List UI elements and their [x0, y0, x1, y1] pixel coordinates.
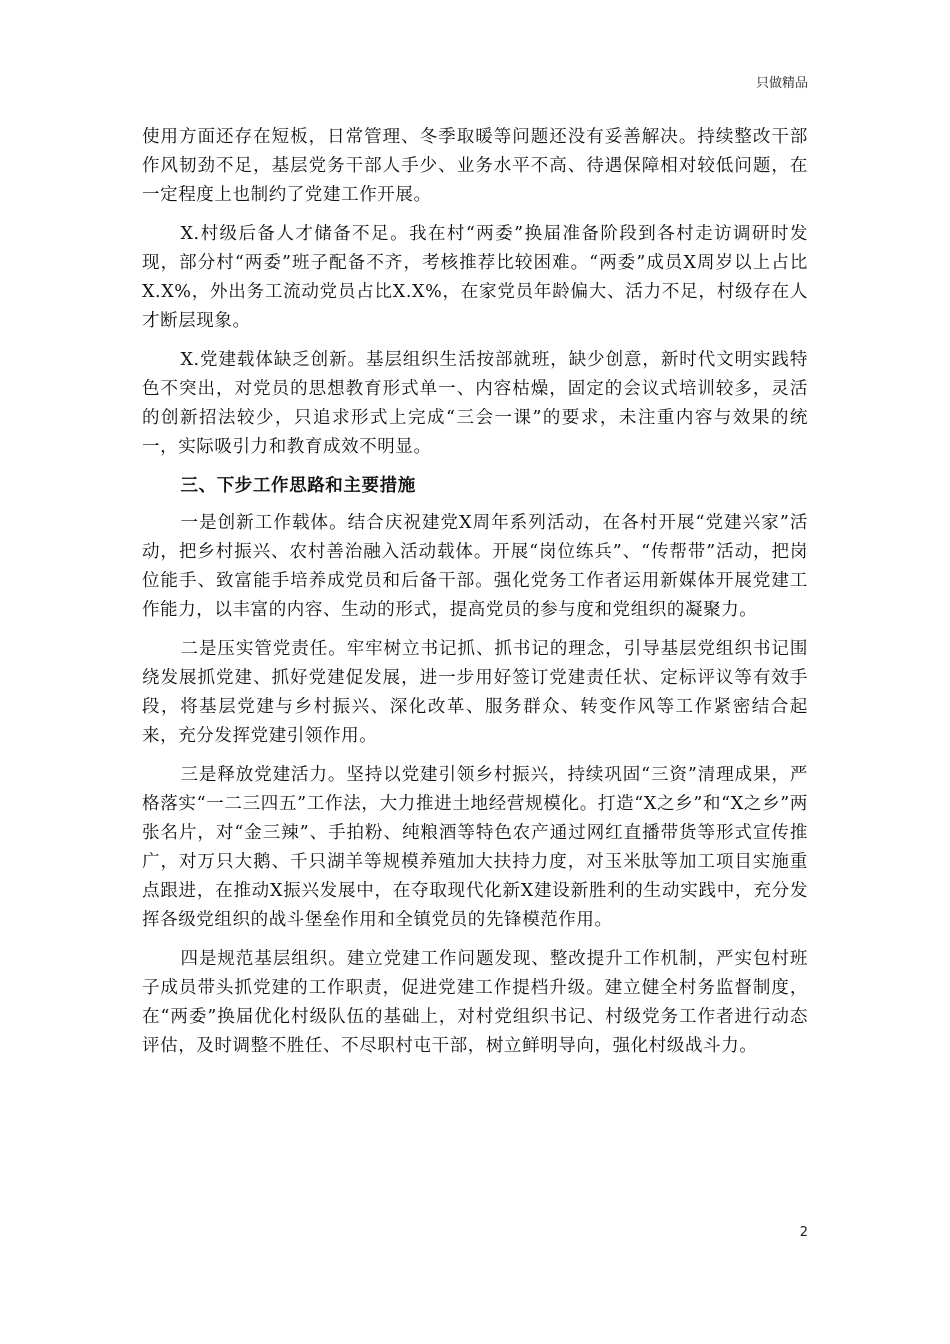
paragraph-measure-4: 四是规范基层组织。建立党建工作问题发现、整改提升工作机制，严实包村班子成员带头抓党建的工作职责，促进党建工作提档升级。建立健全村务监督制度，在“两委”换届优化村级队伍的基础上，对村党组织书记、村级党务工作者进行动态评估，及时调整不胜任、不尽职村屯干部，树立鲜明导向，强化村级战斗力。 — [142, 949, 808, 1056]
paragraph-reserve-talent: X.村级后备人才储备不足。我在村“两委”换届准备阶段到各村走访调研时发现，部分村“两委”班子配备不齐，考核推荐比较困难。“两委”成员X周岁以上占比X.X%，外出务工流动党员占比X.X%，在家党员年龄偏大、活力不足，村级存在人才断层现象。 — [142, 224, 808, 331]
paragraph-continued: 使用方面还存在短板，日常管理、冬季取暖等问题还没有妥善解决。持续整改干部作风韧劲不足，基层党务干部人手少、业务水平不高、待遇保障相对较低问题，在一定程度上也制约了党建工作开展。 — [142, 127, 808, 205]
page-number: 2 — [799, 1225, 808, 1240]
document-body — [142, 123, 808, 1071]
header-note: 只做精品 — [755, 76, 808, 91]
paragraph-measure-2: 二是压实管党责任。牢牢树立书记抓、抓书记的理念，引导基层党组织书记围绕发展抓党建、抓好党建促发展，进一步用好签订党建责任状、定标评议等有效手段，将基层党建与乡村振兴、深化改革、服务群众、转变作风等工作紧密结合起来，充分发挥党建引领作用。 — [142, 639, 808, 746]
paragraph-measure-3: 三是释放党建活力。坚持以党建引领乡村振兴，持续巩固“三资”清理成果，严格落实“一二三四五”工作法，大力推进土地经营规模化。打造“X之乡”和“X之乡”两张名片，对“金三辣”、手拍粉、纯粮酒等特色农产通过网红直播带货等形式宣传推广，对万只大鹅、千只湖羊等规模养殖加大扶持力度，对玉米肽等加工项目实施重点跟进，在推动X振兴发展中，在夺取现代化新X建设新胜利的生动实践中，充分发挥各级党组织的战斗堡垒作用和全镇党员的先锋模范作用。 — [142, 765, 808, 930]
section-heading-next-steps: 三、下步工作思路和主要措施 — [180, 476, 416, 496]
paragraph-measure-1: 一是创新工作载体。结合庆祝建党X周年系列活动，在各村开展“党建兴家”活动，把乡村振兴、农村善治融入活动载体。开展“岗位练兵”、“传帮带”活动，把岗位能手、致富能手培养成党员和后备干部。强化党务工作者运用新媒体开展党建工作能力，以丰富的内容、生动的形式，提高党员的参与度和党组织的凝聚力。 — [142, 513, 808, 620]
paragraph-innovation-lacking: X.党建载体缺乏创新。基层组织生活按部就班，缺少创意，新时代文明实践特色不突出，对党员的思想教育形式单一、内容枯燥，固定的会议式培训较多，灵活的创新招法较少，只追求形式上完成“三会一课”的要求，未注重内容与效果的统一，实际吸引力和教育成效不明显。 — [142, 350, 808, 457]
